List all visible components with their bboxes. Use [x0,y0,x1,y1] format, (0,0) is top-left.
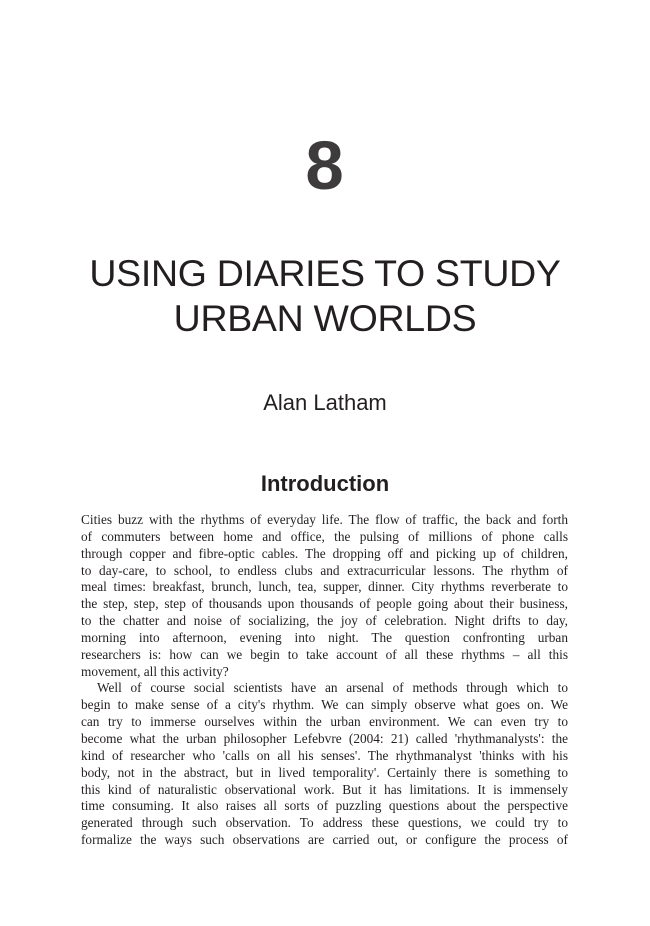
text-line: morning into afternoon, evening into night. The question confronting urban [81,629,568,645]
chapter-author: Alan Latham [263,390,387,415]
text-line: formalize the ways such observations are carried out, or configure the process of [81,832,568,848]
paragraph [81,680,568,848]
text-line: Cities buzz with the rhythms of everyday life. The flow of traffic, the back and forth [81,512,568,527]
chapter-title-line: URBAN WORLDS [173,297,477,339]
text-line: through copper and fibre-optic cables. The dropping off and picking up of children, [81,545,568,561]
body-text [81,512,568,849]
text-line: body, not in the abstract, but in lived temporality'. Certainly there is something to [81,764,568,780]
text-line: become what the urban philosopher Lefebvre (2004: 21) called 'rhythmanalysts': the [81,730,568,746]
paragraph [81,512,568,680]
text-line: kind of researcher who 'calls on all his senses'. The rhythmanalyst 'thinks with his [81,747,568,763]
text-line: this kind of naturalistic observational work. But it has limitations. It is immensely [81,781,568,797]
text-line: meal times: breakfast, brunch, lunch, tea, supper, dinner. City rhythms reverberate to [81,579,568,595]
text-line: to day-care, to school, to endless clubs and extracurricular lessons. The rhythm of [81,562,568,578]
text-line: to the chatter and noise of socializing, the joy of celebration. Night drifts to day, [81,613,568,629]
text-line: time consuming. It also raises all sorts of puzzling questions about the perspective [81,798,568,814]
section-heading: Introduction [260,471,390,496]
chapter-number: 8 [305,127,345,204]
text-line: can try to immerse ourselves within the urban environment. We can even try to [81,714,568,730]
text-line: of commuters between home and office, the pulsing of millions of phone calls [81,528,568,544]
text-line: the step, step, step of thousands upon thousands of people going about their business, [81,596,568,612]
text-line: generated through such observation. To address these questions, we could try to [81,815,568,831]
text-line: Well of course social scientists have an arsenal of methods through which to [97,680,568,696]
text-line: researchers is: how can we begin to take account of all these rhythms – all this [81,646,568,662]
text-line: movement, all this activity? [81,663,229,679]
chapter-title-line: USING DIARIES TO STUDY [89,252,561,294]
text-line: begin to make sense of a city's rhythm. We can simply observe what goes on. We [81,697,568,713]
chapter-title [60,251,590,341]
